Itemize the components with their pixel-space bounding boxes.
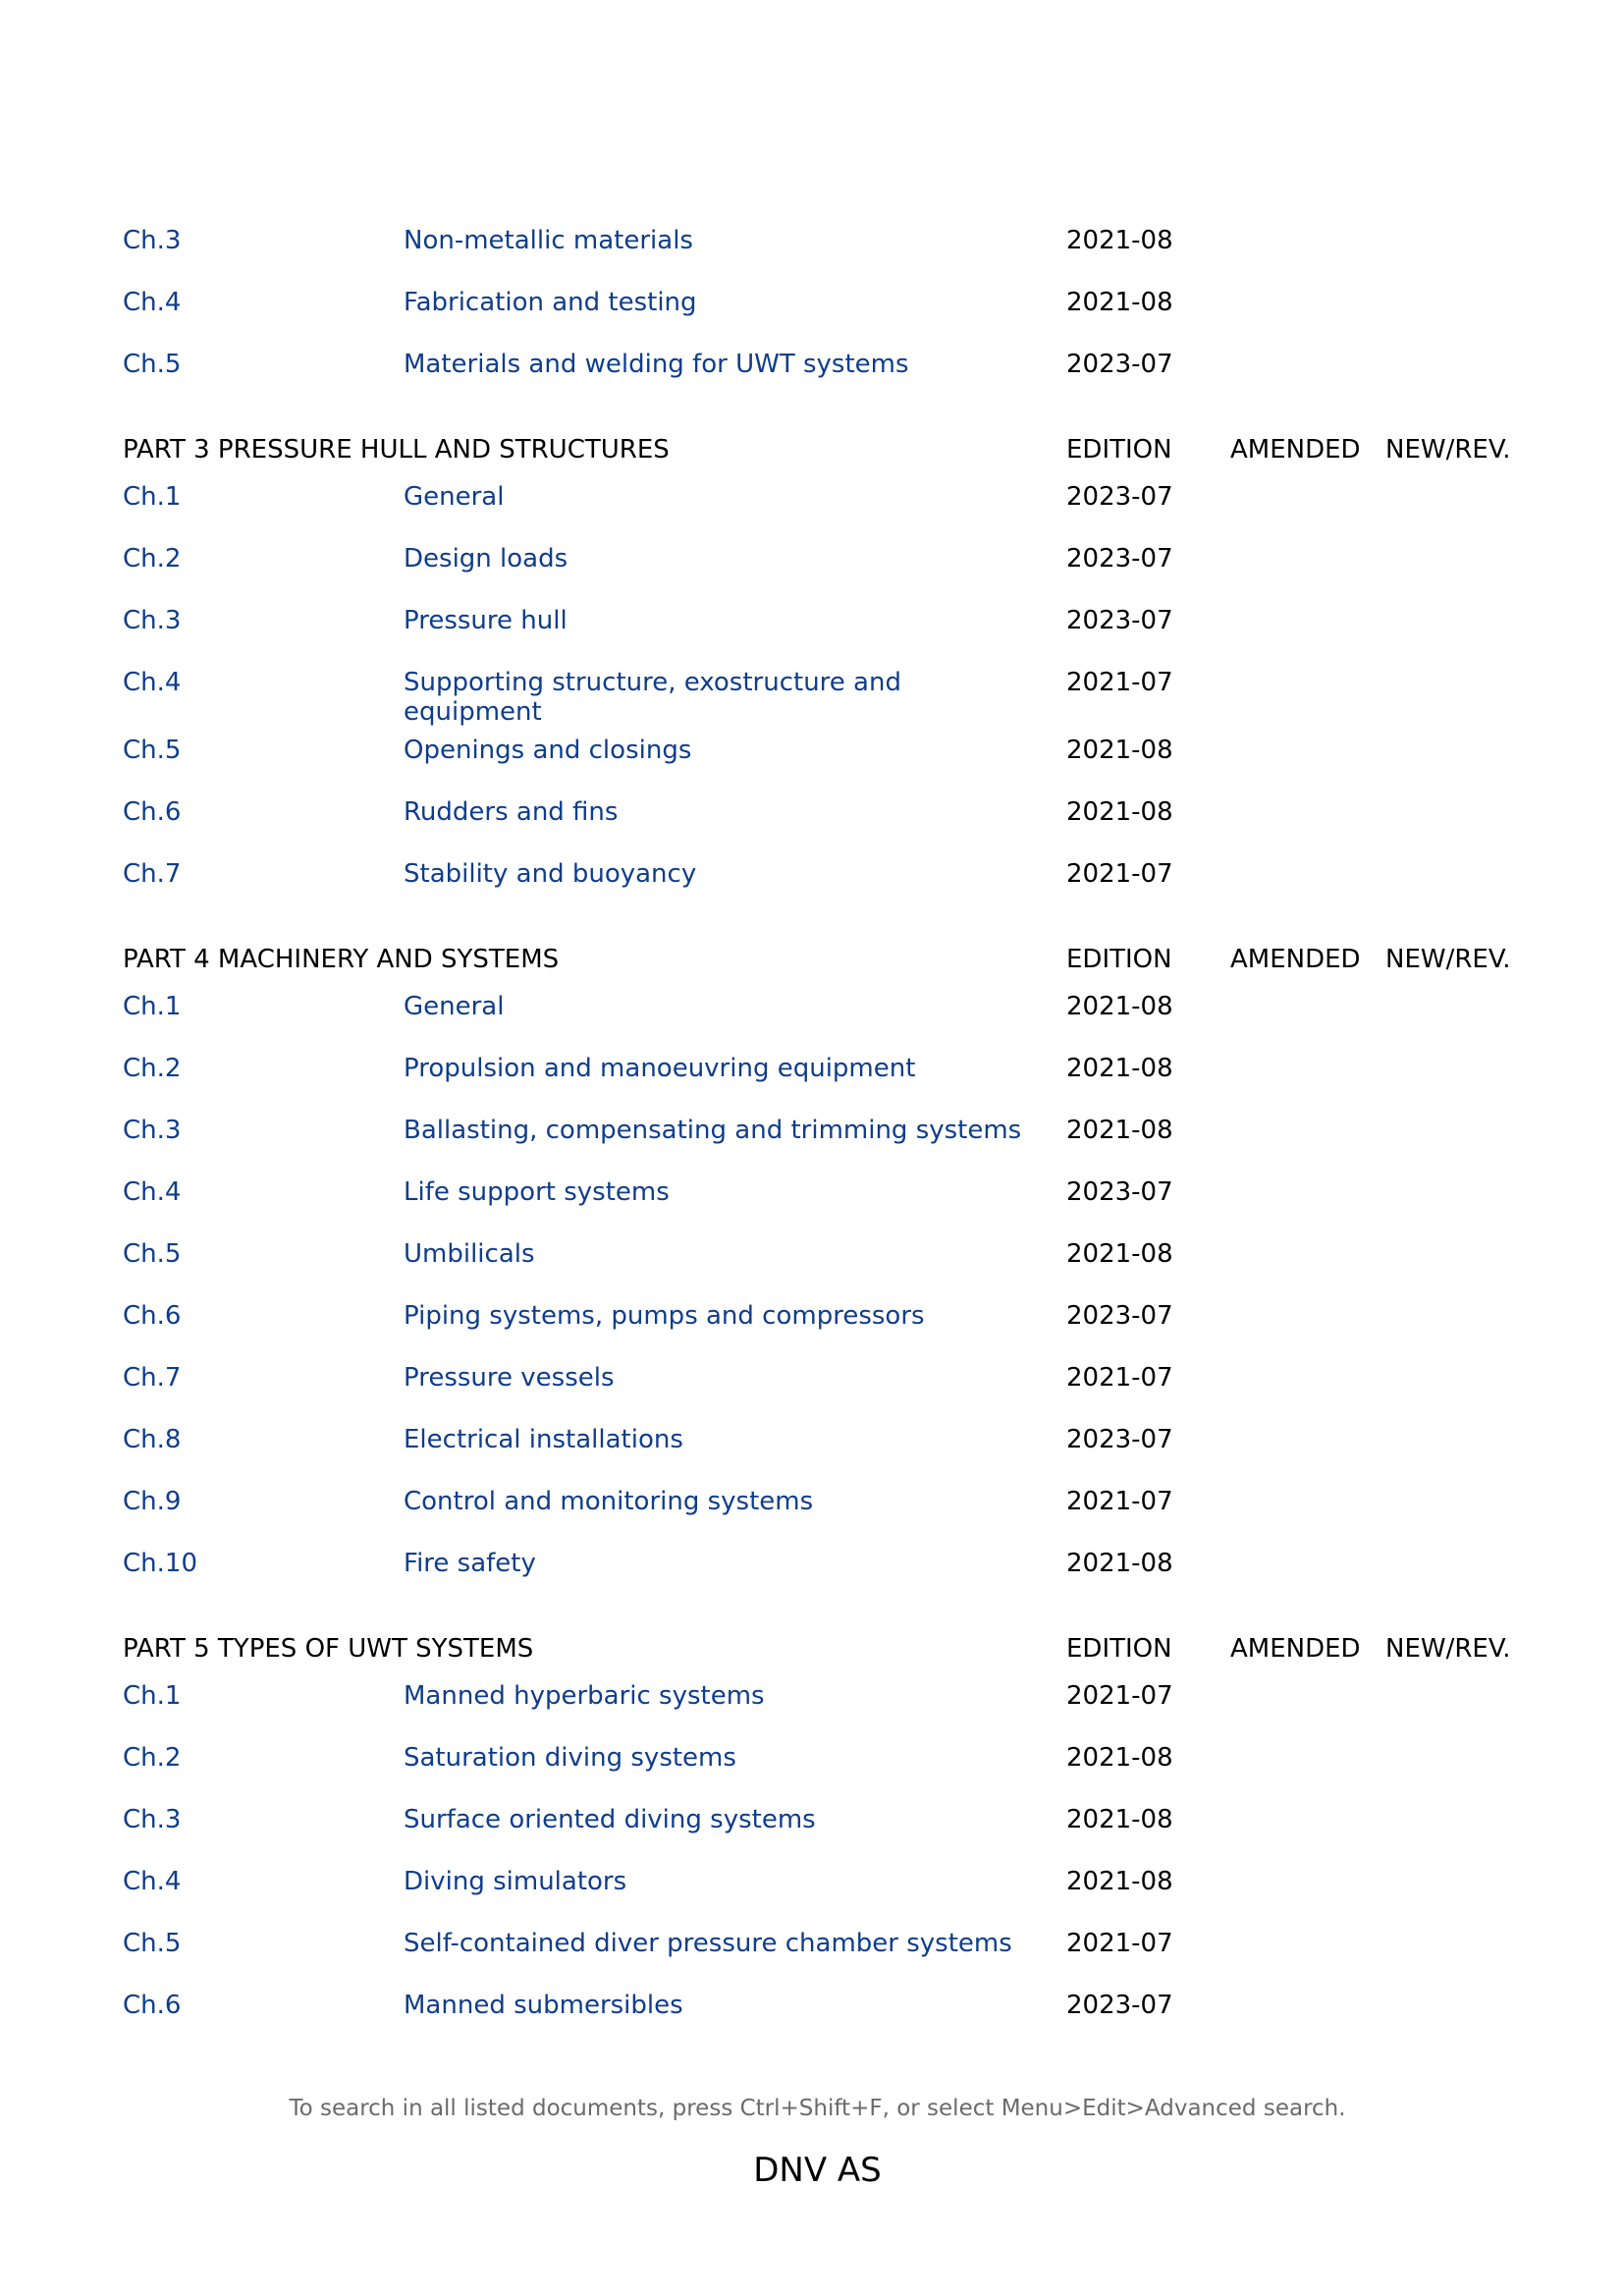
edition-date: 2023-07 [1066,1177,1173,1207]
chapter-link[interactable]: Ch.4 [123,288,182,317]
search-instruction-note: To search in all listed documents, press Ctrl+Shift+F, or select Menu>Edit>Advanced search. [289,2096,1346,2121]
chapter-title-link[interactable]: Fabrication and testing [404,288,697,317]
edition-date: 2023-07 [1066,350,1173,379]
chapter-link[interactable]: Ch.1 [123,992,182,1021]
chapter-link[interactable]: Ch.6 [123,1991,182,2020]
chapter-link[interactable]: Ch.1 [123,1681,182,1711]
chapter-link[interactable]: Ch.3 [123,1805,182,1834]
chapter-link[interactable]: Ch.2 [123,1743,182,1773]
edition-date: 2021-07 [1066,1929,1173,1958]
part-heading: PART 5 TYPES OF UWT SYSTEMS [123,1634,534,1664]
edition-date: 2021-07 [1066,668,1173,697]
chapter-title-link[interactable]: Self-contained diver pressure chamber systems [404,1929,1012,1958]
chapter-title-link[interactable]: Supporting structure, exostructure and equipment [404,668,901,727]
edition-date: 2021-08 [1066,288,1173,317]
chapter-link[interactable]: Ch.10 [123,1549,197,1578]
chapter-title-link[interactable]: Rudders and fins [404,797,619,827]
column-header-amended: AMENDED [1230,1634,1361,1664]
chapter-title-link[interactable]: General [404,482,505,512]
edition-date: 2021-08 [1066,1549,1173,1578]
chapter-title-link[interactable]: Surface oriented diving systems [404,1805,816,1834]
chapter-title-link[interactable]: Openings and closings [404,736,692,765]
chapter-link[interactable]: Ch.3 [123,606,182,635]
edition-date: 2023-07 [1066,1991,1173,2020]
column-header-amended: AMENDED [1230,945,1361,974]
edition-date: 2021-08 [1066,1805,1173,1834]
chapter-link[interactable]: Ch.3 [123,1116,182,1145]
edition-date: 2021-07 [1066,859,1173,889]
chapter-link[interactable]: Ch.6 [123,1301,182,1331]
column-header-newrev: NEW/REV. [1385,435,1511,465]
chapter-link[interactable]: Ch.2 [123,544,182,574]
chapter-title-link[interactable]: Control and monitoring systems [404,1487,814,1516]
chapter-title-link[interactable]: Manned hyperbaric systems [404,1681,765,1711]
edition-date: 2023-07 [1066,482,1173,512]
chapter-link[interactable]: Ch.5 [123,1929,182,1958]
chapter-title-link[interactable]: Stability and buoyancy [404,859,697,889]
chapter-title-link[interactable]: Electrical installations [404,1425,683,1454]
chapter-title-link[interactable]: Fire safety [404,1549,536,1578]
chapter-link[interactable]: Ch.5 [123,1239,182,1269]
chapter-title-link[interactable]: General [404,992,505,1021]
chapter-title-link[interactable]: Piping systems, pumps and compressors [404,1301,925,1331]
edition-date: 2023-07 [1066,1301,1173,1331]
chapter-link[interactable]: Ch.1 [123,482,182,512]
chapter-link[interactable]: Ch.9 [123,1487,182,1516]
edition-date: 2021-08 [1066,992,1173,1021]
chapter-link[interactable]: Ch.4 [123,1867,182,1896]
edition-date: 2021-08 [1066,1239,1173,1269]
column-header-edition: EDITION [1066,945,1172,974]
chapter-link[interactable]: Ch.6 [123,797,182,827]
chapter-title-link[interactable]: Diving simulators [404,1867,627,1896]
edition-date: 2021-08 [1066,797,1173,827]
column-header-edition: EDITION [1066,435,1172,465]
chapter-title-link[interactable]: Umbilicals [404,1239,535,1269]
part-heading: PART 3 PRESSURE HULL AND STRUCTURES [123,435,670,465]
edition-date: 2021-07 [1066,1681,1173,1711]
chapter-title-link[interactable]: Pressure vessels [404,1363,615,1393]
edition-date: 2021-07 [1066,1363,1173,1393]
company-name: DNV AS [753,2151,882,2190]
column-header-newrev: NEW/REV. [1385,945,1511,974]
edition-date: 2021-08 [1066,1116,1173,1145]
chapter-title-link[interactable]: Ballasting, compensating and trimming systems [404,1116,1022,1145]
chapter-title-link[interactable]: Materials and welding for UWT systems [404,350,909,379]
chapter-link[interactable]: Ch.3 [123,226,182,255]
column-header-newrev: NEW/REV. [1385,1634,1511,1664]
column-header-amended: AMENDED [1230,435,1361,465]
edition-date: 2021-07 [1066,1487,1173,1516]
chapter-link[interactable]: Ch.5 [123,350,182,379]
chapter-link[interactable]: Ch.7 [123,1363,182,1393]
chapter-link[interactable]: Ch.2 [123,1054,182,1083]
edition-date: 2023-07 [1066,1425,1173,1454]
edition-date: 2021-08 [1066,1743,1173,1773]
edition-date: 2021-08 [1066,226,1173,255]
edition-date: 2021-08 [1066,1054,1173,1083]
column-header-edition: EDITION [1066,1634,1172,1664]
chapter-title-link[interactable]: Manned submersibles [404,1991,683,2020]
chapter-title-link[interactable]: Non-metallic materials [404,226,693,255]
chapter-title-link[interactable]: Life support systems [404,1177,670,1207]
chapter-title-link[interactable]: Propulsion and manoeuvring equipment [404,1054,916,1083]
edition-date: 2021-08 [1066,1867,1173,1896]
part-heading: PART 4 MACHINERY AND SYSTEMS [123,945,560,974]
chapter-title-link[interactable]: Design loads [404,544,568,574]
edition-date: 2023-07 [1066,606,1173,635]
chapter-link[interactable]: Ch.4 [123,668,182,697]
edition-date: 2021-08 [1066,736,1173,765]
chapter-title-link[interactable]: Pressure hull [404,606,568,635]
chapter-link[interactable]: Ch.8 [123,1425,182,1454]
chapter-link[interactable]: Ch.5 [123,736,182,765]
chapter-title-link[interactable]: Saturation diving systems [404,1743,736,1773]
edition-date: 2023-07 [1066,544,1173,574]
chapter-link[interactable]: Ch.4 [123,1177,182,1207]
chapter-link[interactable]: Ch.7 [123,859,182,889]
